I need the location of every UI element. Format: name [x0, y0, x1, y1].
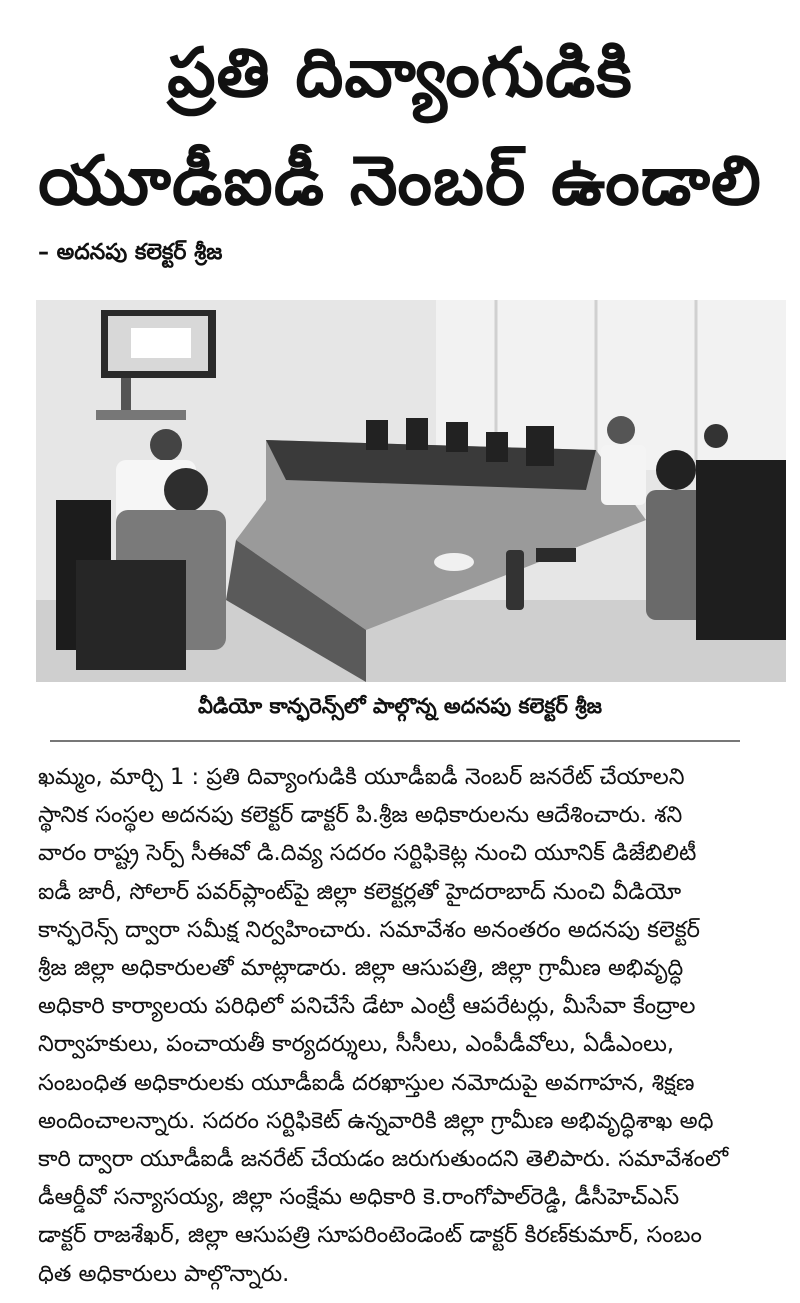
byline: – అదనపు కలెక్టర్ శ్రీజ: [38, 240, 223, 265]
divider: [50, 740, 740, 742]
article-line: కాన్ఫరెన్స్ ద్వారా సమీక్ష నిర్వహించారు. సమావేశం అనంతరం అదనపు కలెక్టర్: [38, 916, 700, 943]
article-body: [38, 758, 778, 1293]
article-line: అధికారి కార్యాలయ పరిధిలో పనిచేసే డేటా ఎంట్రీ ఆపరేటర్లు, మీసేవా కేంద్రాల: [38, 993, 696, 1020]
article-line: డీఆర్డీవో సన్యాసయ్య, జిల్లా సంక్షేమ అధికారి కె.రాంగోపాల్‌రెడ్డి, డీసీహెచ్ఎస్: [38, 1184, 680, 1211]
headline-line-2: యూడీఐడీ నెంబర్ ఉండాలి: [38, 142, 762, 221]
photo-caption: వీడియో కాన్ఫరెన్స్‌లో పాల్గొన్న అదనపు కలెక్టర్ శ్రీజ: [197, 694, 603, 718]
article-line: ధిత అధికారులు పాల్గొన్నారు.: [38, 1260, 290, 1287]
article-line: వారం రాష్ట్ర సెర్ప్ సీఈవో డి.దివ్య సదరం సర్టిఫికెట్ల నుంచి యూనిక్ డిజేబిలిటీ: [38, 840, 697, 867]
article-line: కారి ద్వారా యూడీఐడీ జనరేట్ చేయడం జరుగుతుందని తెలిపారు. సమావేశంలో: [38, 1146, 729, 1173]
article-line: సంబంధిత అధికారులకు యూడీఐడీ దరఖాస్తుల నమోదుపై అవగాహన, శిక్షణ: [38, 1069, 695, 1096]
article-line: ఐడీ జారీ, సోలార్ పవర్‌ప్లాంట్‌పై జిల్లా కలెక్టర్లతో హైదరాబాద్ నుంచి వీడియో: [38, 878, 682, 905]
article-line: డాక్టర్ రాజశేఖర్, జిల్లా ఆసుపత్రి సూపరింటెండెంట్ డాక్టర్ కిరణ్‌కుమార్, సంబం: [38, 1222, 702, 1249]
article-line: ఖమ్మం, మార్చి 1 : ప్రతి దివ్యాంగుడికి యూడీఐడీ నెంబర్ జనరేట్ చేయాలని: [38, 764, 685, 790]
news-photo: [36, 300, 786, 682]
article-line: స్థానిక సంస్థల అదనపు కలెక్టర్ డాక్టర్ పి.శ్రీజ అధికారులను ఆదేశించారు. శని: [38, 802, 683, 829]
article-line: శ్రీజ జిల్లా అధికారులతో మాట్లాడారు. జిల్లా ఆసుపత్రి, జిల్లా గ్రామీణ అభివృద్ధి: [38, 955, 684, 982]
article-line: నిర్వాహకులు, పంచాయతీ కార్యదర్శులు, సీసీలు, ఎంపీడీవోలు, ఏడీఎంలు,: [38, 1031, 675, 1058]
headline-line-1: ప్రతి దివ్యాంగుడికి: [167, 34, 633, 113]
article-line: అందించాలన్నారు. సదరం సర్టిఫికెట్ ఉన్నవారికి జిల్లా గ్రామీణ అభివృద్ధిశాఖ అధి: [38, 1107, 714, 1134]
